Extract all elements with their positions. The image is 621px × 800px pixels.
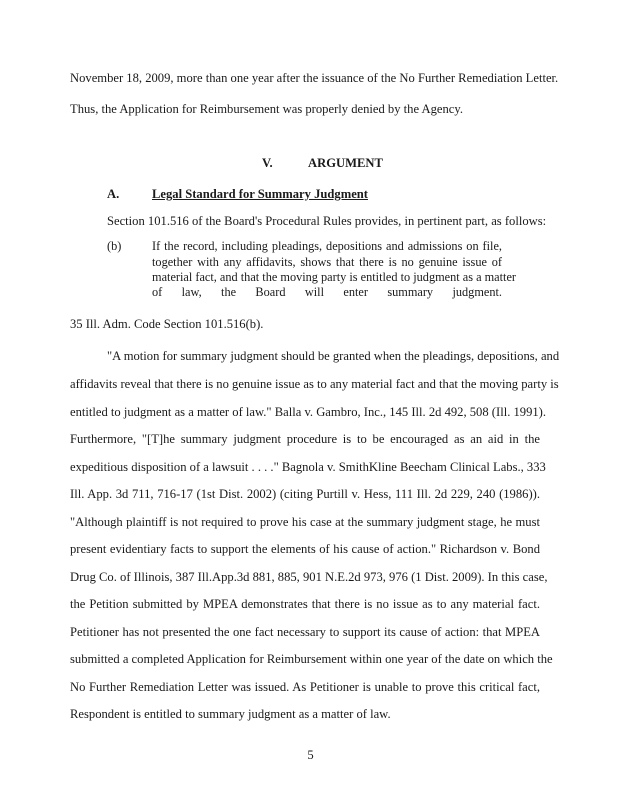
body-line-9: Drug Co. of Illinois, 387 Ill.App.3d 881, 885, 901 N.E.2d 973, 976 (1 Dist. 2009). In this case, — [70, 570, 548, 584]
rule-intro: Section 101.516 of the Board's Procedural Rules provides, in pertinent part, as follows: — [107, 214, 547, 228]
body-line-3: entitled to judgment as a matter of law." Balla v. Gambro, Inc., 145 Ill. 2d 492, 508 (Ill. 1991). — [70, 405, 547, 419]
body-line-14: Respondent is entitled to summary judgment as a matter of law. — [70, 707, 391, 721]
body-line-2: affidavits reveal that there is no genuine issue as to any material fact and that the moving party is — [70, 377, 559, 391]
body-line-11: Petitioner has not presented the one fact necessary to support its cause of action: that MPEA — [70, 625, 540, 639]
quote-line-4: of law, the Board will enter summary judgment. — [152, 285, 502, 299]
quote-line-2: together with any affidavits, shows that there is no genuine issue of — [152, 255, 502, 269]
subsection-title: Legal Standard for Summary Judgment — [152, 187, 368, 201]
section-number: V. — [262, 156, 273, 170]
quote-line-3: material fact, and that the moving party is entitled to judgment as a matter — [152, 270, 517, 284]
body-line-8: present evidentiary facts to support the elements of his cause of action." Richardson v. Bond — [70, 542, 540, 556]
body-line-12: submitted a completed Application for Reimbursement within one year of the date on which the — [70, 652, 553, 666]
intro-line-1: November 18, 2009, more than one year after the issuance of the No Further Remediation Letter. — [70, 71, 559, 85]
body-line-6: Ill. App. 3d 711, 716-17 (1st Dist. 2002) (citing Purtill v. Hess, 111 Ill. 2d 229, 240 (1986)). — [70, 487, 540, 501]
body-line-1: "A motion for summary judgment should be granted when the pleadings, depositions, and — [107, 349, 560, 363]
citation: 35 Ill. Adm. Code Section 101.516(b). — [70, 317, 264, 331]
intro-line-2: Thus, the Application for Reimbursement was properly denied by the Agency. — [70, 102, 463, 116]
page-number: 5 — [307, 748, 314, 762]
body-line-7: "Although plaintiff is not required to prove his case at the summary judgment stage, he must — [70, 515, 540, 529]
subsection-letter: A. — [107, 187, 120, 201]
section-title: ARGUMENT — [308, 156, 383, 170]
body-line-13: No Further Remediation Letter was issued. As Petitioner is unable to prove this critical fact, — [70, 680, 540, 694]
body-line-4: Furthermore, "[T]he summary judgment procedure is to be encouraged as an aid in the — [70, 432, 540, 446]
quote-label: (b) — [107, 239, 122, 253]
body-line-10: the Petition submitted by MPEA demonstrates that there is no issue as to any material fact. — [70, 597, 540, 611]
body-line-5: expeditious disposition of a lawsuit . . . ." Bagnola v. SmithKline Beecham Clinical Labs., 333 — [70, 460, 546, 474]
quote-line-1: If the record, including pleadings, depositions and admissions on file, — [152, 239, 502, 253]
